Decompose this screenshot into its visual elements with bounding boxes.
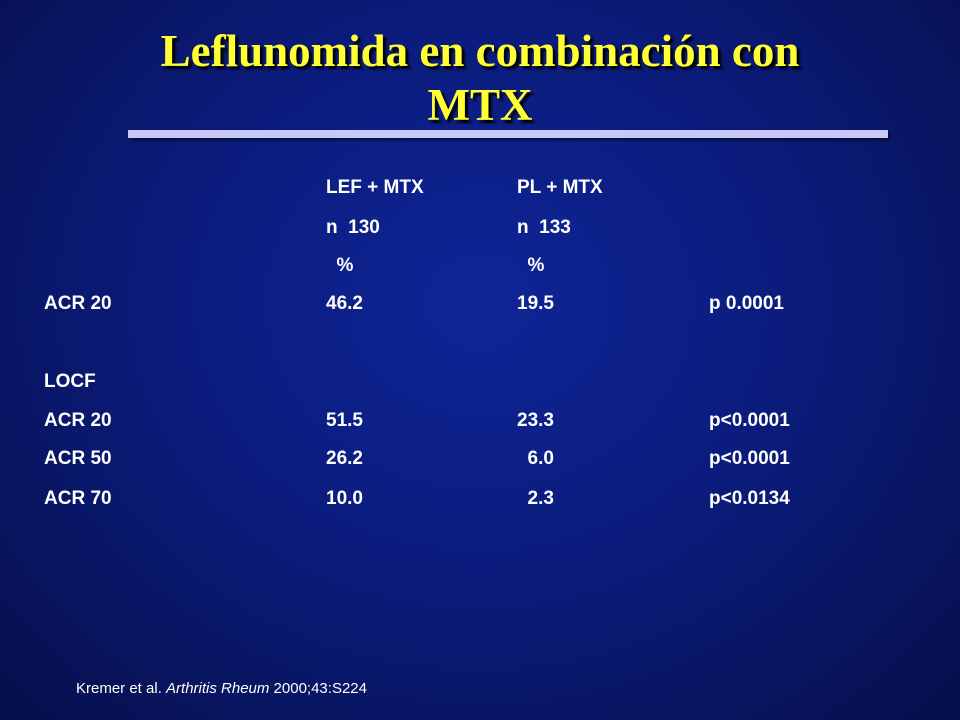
row-label: ACR 50 (44, 448, 112, 469)
row-p-value: p<0.0001 (709, 448, 790, 469)
title-line-2: MTX (427, 80, 533, 130)
row-p-value: p<0.0001 (709, 410, 790, 431)
row-lef-value: 51.5 (326, 410, 363, 431)
header-pl-unit: % (517, 255, 545, 276)
citation-journal: Arthritis Rheum (166, 680, 270, 697)
row-label: ACR 20 (44, 410, 112, 431)
row-p-value: p 0.0001 (709, 293, 784, 314)
header-pl-mtx: PL + MTX (517, 177, 603, 198)
row-lef-value: 10.0 (326, 488, 363, 509)
header-lef-unit: % (326, 255, 354, 276)
row-label: ACR 20 (44, 293, 112, 314)
row-pl-value: 19.5 (517, 293, 554, 314)
row-p-value: p<0.0134 (709, 488, 790, 509)
row-label: LOCF (44, 371, 96, 392)
citation-reference: 2000;43:S224 (269, 680, 367, 697)
title-line-1: Leflunomida en combinación con (160, 26, 800, 76)
row-lef-value: 46.2 (326, 293, 363, 314)
citation-authors: Kremer et al. (76, 680, 167, 697)
row-label: ACR 70 (44, 488, 112, 509)
row-pl-value: 23.3 (517, 410, 554, 431)
row-lef-value: 26.2 (326, 448, 363, 469)
header-pl-n: n 133 (517, 217, 571, 238)
header-lef-n: n 130 (326, 217, 380, 238)
citation (76, 680, 367, 698)
row-pl-value: 2.3 (517, 488, 554, 509)
row-pl-value: 6.0 (517, 448, 554, 469)
header-lef-mtx: LEF + MTX (326, 177, 424, 198)
